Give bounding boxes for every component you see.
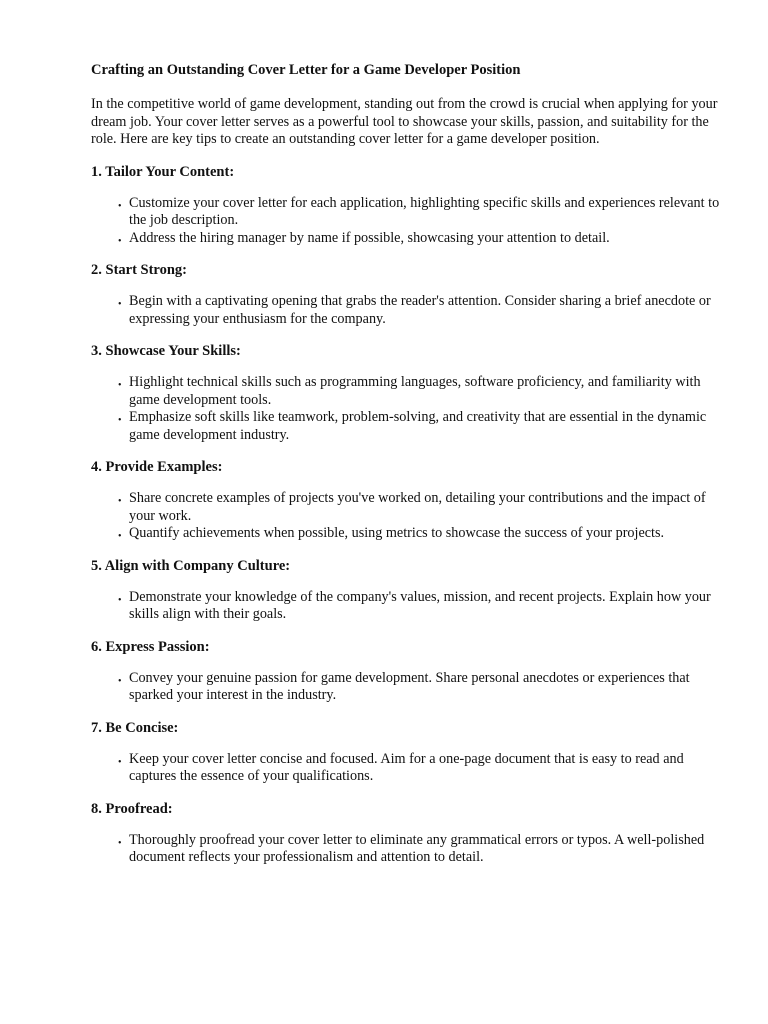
bullet-item xyxy=(118,669,721,705)
bullet-text: Begin with a captivating opening that grabs the reader's attention. Consider sharing a brief anecdote or expressing your enthusiasm for the company. xyxy=(129,293,711,327)
section-heading: 5. Align with Company Culture: xyxy=(91,557,291,574)
bullet-icon: • xyxy=(118,415,122,426)
bullet-list xyxy=(91,490,721,543)
section xyxy=(91,800,721,867)
bullet-list xyxy=(91,670,721,705)
bullet-text: Customize your cover letter for each application, highlighting specific skills and experiences relevant to the job description. xyxy=(129,194,720,228)
bullet-list xyxy=(91,374,721,444)
section xyxy=(91,458,721,543)
bullet-text: Highlight technical skills such as programming languages, software proficiency, and familiarity with game development tools. xyxy=(129,374,701,408)
bullet-list xyxy=(91,293,721,328)
section-heading: 3. Showcase Your Skills: xyxy=(91,343,241,359)
bullet-item xyxy=(118,229,721,248)
section-heading: 4. Provide Examples: xyxy=(91,459,223,475)
bullet-list xyxy=(91,589,721,624)
section-heading: 2. Start Strong: xyxy=(91,262,187,278)
section-heading: 6. Express Passion: xyxy=(91,638,210,655)
section-heading: 1. Tailor Your Content: xyxy=(91,163,235,180)
bullet-list xyxy=(91,751,721,786)
document-title: Crafting an Outstanding Cover Letter for a Game Developer Position xyxy=(91,62,521,78)
bullet-item xyxy=(118,409,721,444)
bullet-item xyxy=(118,588,721,624)
section xyxy=(91,719,721,786)
bullet-item xyxy=(118,374,721,409)
bullet-icon: • xyxy=(118,496,122,507)
bullet-text: Quantify achievements when possible, using metrics to showcase the success of your projects. xyxy=(129,525,665,541)
section-heading: 7. Be Concise: xyxy=(91,719,179,736)
bullet-item xyxy=(118,831,721,867)
bullet-icon: • xyxy=(118,200,122,212)
bullet-text: Thoroughly proofread your cover letter to eliminate any grammatical errors or typos. A well-polished document reflects your professionalism and attention to detail. xyxy=(129,831,705,865)
bullet-item xyxy=(118,194,721,230)
bullet-text: Share concrete examples of projects you've worked on, detailing your contributions and the impact of your work. xyxy=(129,490,706,524)
sections-container xyxy=(91,163,721,867)
bullet-text: Emphasize soft skills like teamwork, problem-solving, and creativity that are essential in the dynamic game development industry. xyxy=(129,409,707,443)
bullet-icon: • xyxy=(118,235,122,247)
bullet-text: Convey your genuine passion for game development. Share personal anecdotes or experiences that sparked your interest in the industry. xyxy=(129,669,690,703)
bullet-text: Keep your cover letter concise and focused. Aim for a one-page document that is easy to read and captures the essence of your qualifications. xyxy=(129,750,684,784)
section xyxy=(91,261,721,328)
bullet-icon: • xyxy=(118,675,122,687)
section xyxy=(91,342,721,444)
bullet-list xyxy=(91,195,721,248)
bullet-text: Address the hiring manager by name if possible, showcasing your attention to detail. xyxy=(129,229,610,246)
section xyxy=(91,638,721,705)
bullet-icon: • xyxy=(118,299,122,310)
bullet-icon: • xyxy=(118,756,122,768)
section xyxy=(91,557,721,624)
section xyxy=(91,163,721,248)
bullet-icon: • xyxy=(118,594,122,606)
bullet-list xyxy=(91,832,721,867)
document-page xyxy=(91,58,721,867)
bullet-item xyxy=(118,525,721,543)
bullet-icon: • xyxy=(118,531,122,542)
bullet-item xyxy=(118,750,721,786)
section-heading: 8. Proofread: xyxy=(91,800,173,817)
bullet-item xyxy=(118,293,721,328)
bullet-icon: • xyxy=(118,380,122,391)
bullet-icon: • xyxy=(118,837,122,849)
bullet-item xyxy=(118,490,721,525)
bullet-text: Demonstrate your knowledge of the company's values, mission, and recent projects. Explain how your skills align with their goals. xyxy=(129,588,711,622)
intro-paragraph: In the competitive world of game development, standing out from the crowd is crucial when applying for your dream job. Your cover letter serves as a powerful tool to showcase your skills, passion, and suitability for the role. Here are key tips to create an outstanding cover letter for a game developer position. xyxy=(91,96,718,147)
